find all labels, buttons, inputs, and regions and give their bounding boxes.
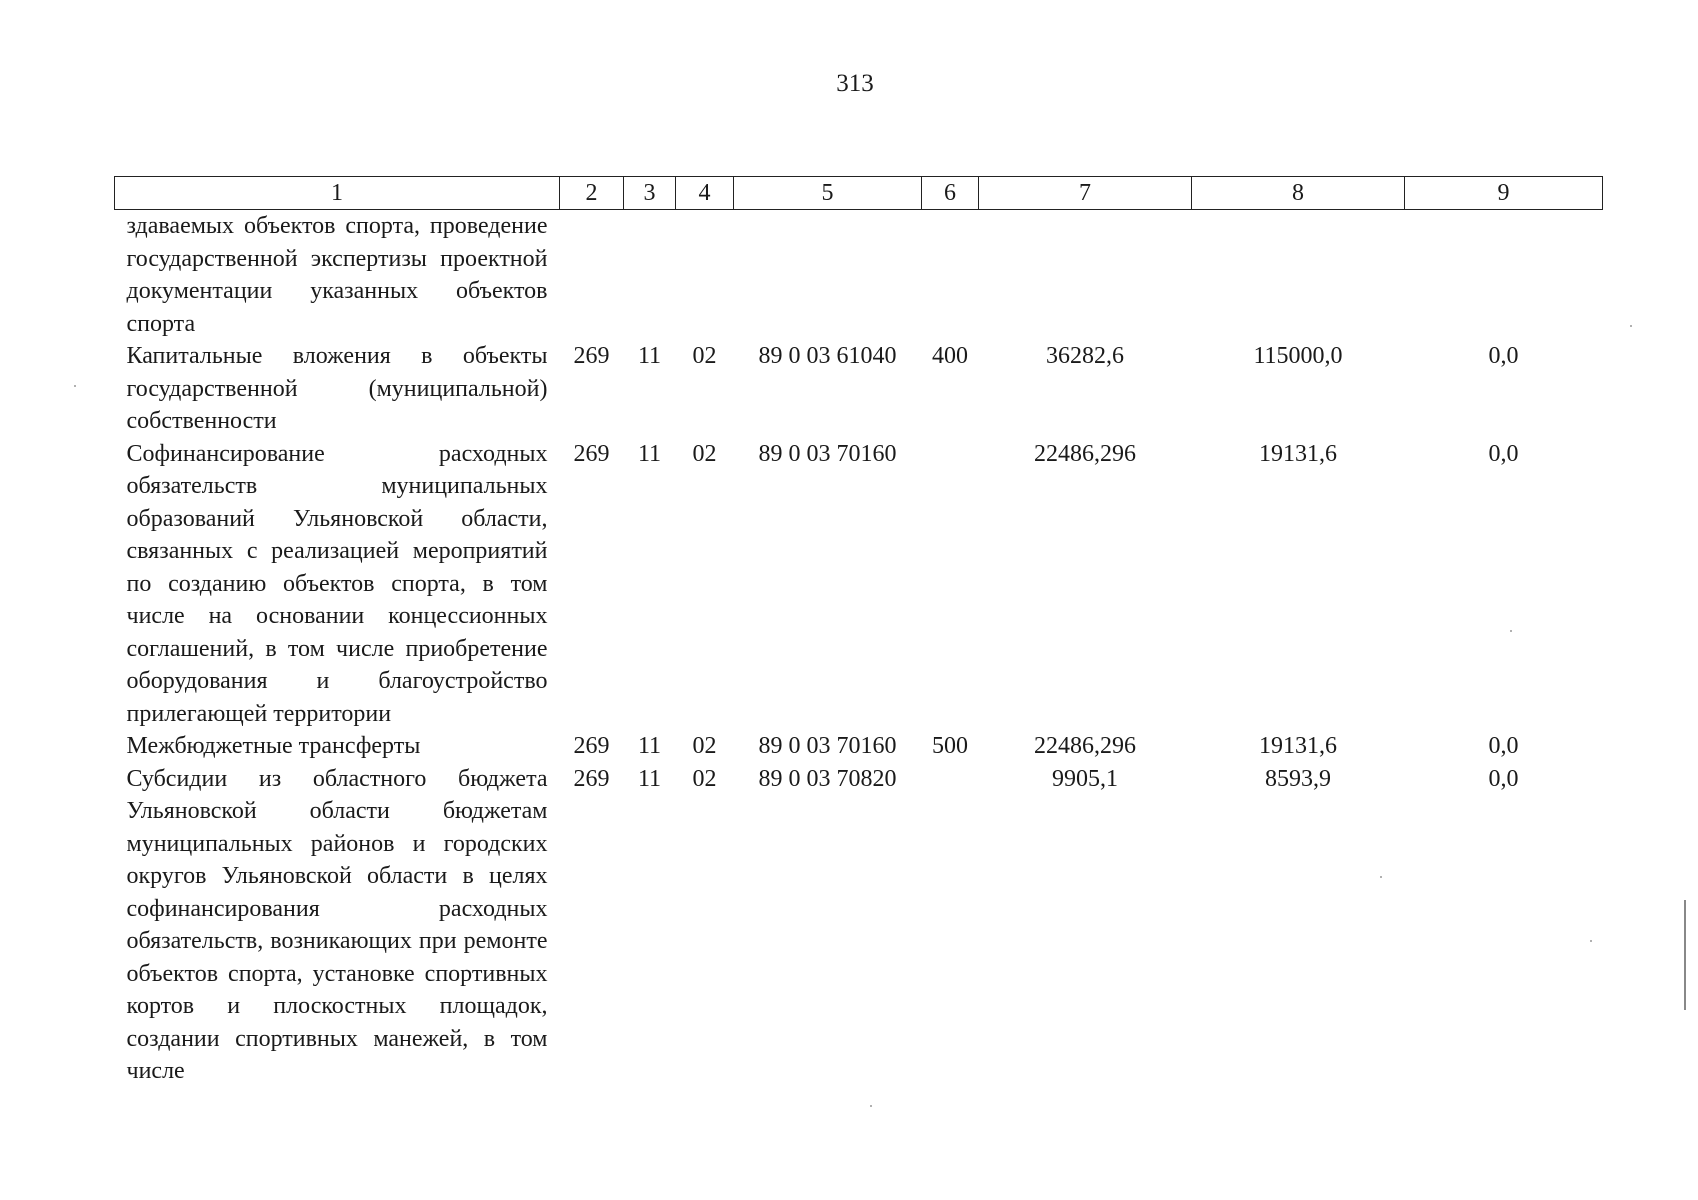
cell-col-5	[734, 210, 922, 341]
cell-col-7	[979, 210, 1192, 341]
cell-col-7: 22486,296	[1034, 733, 1136, 759]
row-description: Субсидии из областного бюджета Ульяновской области бюджетам муниципальных районов и городских округов Ульяновской области в целях софинансирования расходных обязательств, возникающих при ремонте объектов спорта, установке спортивных кортов и плоскостных площадок, создании спортивных манежей, в том числе	[126, 765, 548, 1084]
page-number: 313	[836, 70, 874, 97]
row-description: Софинансирование расходных обязательств муниципальных образований Ульяновской области, связанных с реализацией мероприятий по созданию объектов спорта, в том числе на основании концессионных соглашений, в том числе приобретение оборудования и благоустройство прилегающей территории	[126, 440, 548, 727]
cell-col-3: 11	[637, 733, 662, 759]
scan-speck	[1510, 630, 1512, 632]
cell-col-5: 89 0 03 70160	[758, 440, 897, 467]
cell-col-2: 269	[573, 733, 610, 759]
column-header-4: 4	[676, 177, 734, 210]
scan-speck	[870, 1105, 872, 1107]
cell-col-2: 269	[573, 343, 610, 369]
cell-col-8	[1192, 210, 1405, 341]
cell-col-3: 11	[637, 765, 662, 792]
cell-col-7: 22486,296	[1034, 440, 1136, 467]
cell-col-2: 269	[573, 440, 610, 467]
row-description: Межбюджетные трансферты	[126, 733, 421, 759]
row-description: Капитальные вложения в объекты государственной (муниципальной) собственности	[126, 343, 548, 434]
scan-speck	[1590, 940, 1592, 942]
cell-col-5: 89 0 03 61040	[758, 343, 897, 369]
cell-col-4	[676, 210, 734, 341]
cell-col-6	[922, 763, 979, 1088]
cell-col-6	[922, 438, 979, 731]
scan-edge-mark	[1684, 900, 1686, 1010]
cell-col-8: 19131,6	[1259, 440, 1337, 467]
cell-col-2: 269	[573, 765, 610, 792]
table-row	[115, 340, 1603, 438]
column-header-7: 7	[979, 177, 1192, 210]
cell-col-7: 36282,6	[1046, 343, 1124, 369]
cell-col-8: 115000,0	[1253, 343, 1343, 369]
column-header-1: 1	[115, 177, 560, 210]
cell-col-3	[624, 210, 676, 341]
column-number-header-row	[115, 177, 1603, 210]
cell-col-7: 9905,1	[1052, 765, 1118, 792]
scan-speck	[1630, 325, 1632, 327]
cell-col-5: 89 0 03 70820	[758, 765, 897, 792]
cell-col-9: 0,0	[1488, 440, 1519, 467]
cell-col-3: 11	[637, 440, 662, 467]
cell-col-2	[560, 210, 624, 341]
cell-col-6: 500	[932, 733, 968, 759]
row-description: здаваемых объектов спорта, проведение государственной экспертизы проектной документации указанных объектов спорта	[126, 213, 548, 337]
column-header-8: 8	[1192, 177, 1405, 210]
cell-col-9: 0,0	[1488, 343, 1519, 369]
cell-col-9: 0,0	[1488, 765, 1519, 792]
cell-col-6	[922, 210, 979, 341]
cell-col-4: 02	[692, 343, 717, 369]
cell-col-6: 400	[932, 343, 968, 369]
cell-col-4: 02	[692, 440, 717, 467]
column-header-5: 5	[734, 177, 922, 210]
cell-col-8: 8593,9	[1265, 765, 1331, 792]
cell-col-4: 02	[692, 733, 717, 759]
column-header-2: 2	[560, 177, 624, 210]
table-row	[115, 438, 1603, 731]
budget-table	[114, 176, 1603, 1088]
cell-col-9	[1405, 210, 1603, 341]
scan-speck	[74, 385, 76, 387]
cell-col-4: 02	[692, 765, 717, 792]
table-row	[115, 210, 1603, 341]
column-header-3: 3	[624, 177, 676, 210]
table-row	[115, 730, 1603, 763]
cell-col-3: 11	[637, 343, 662, 369]
column-header-6: 6	[922, 177, 979, 210]
column-header-9: 9	[1405, 177, 1603, 210]
cell-col-8: 19131,6	[1259, 733, 1337, 759]
cell-col-5: 89 0 03 70160	[758, 733, 897, 759]
cell-col-9: 0,0	[1488, 733, 1519, 759]
table-row	[115, 763, 1603, 1088]
scan-speck	[1380, 876, 1382, 878]
